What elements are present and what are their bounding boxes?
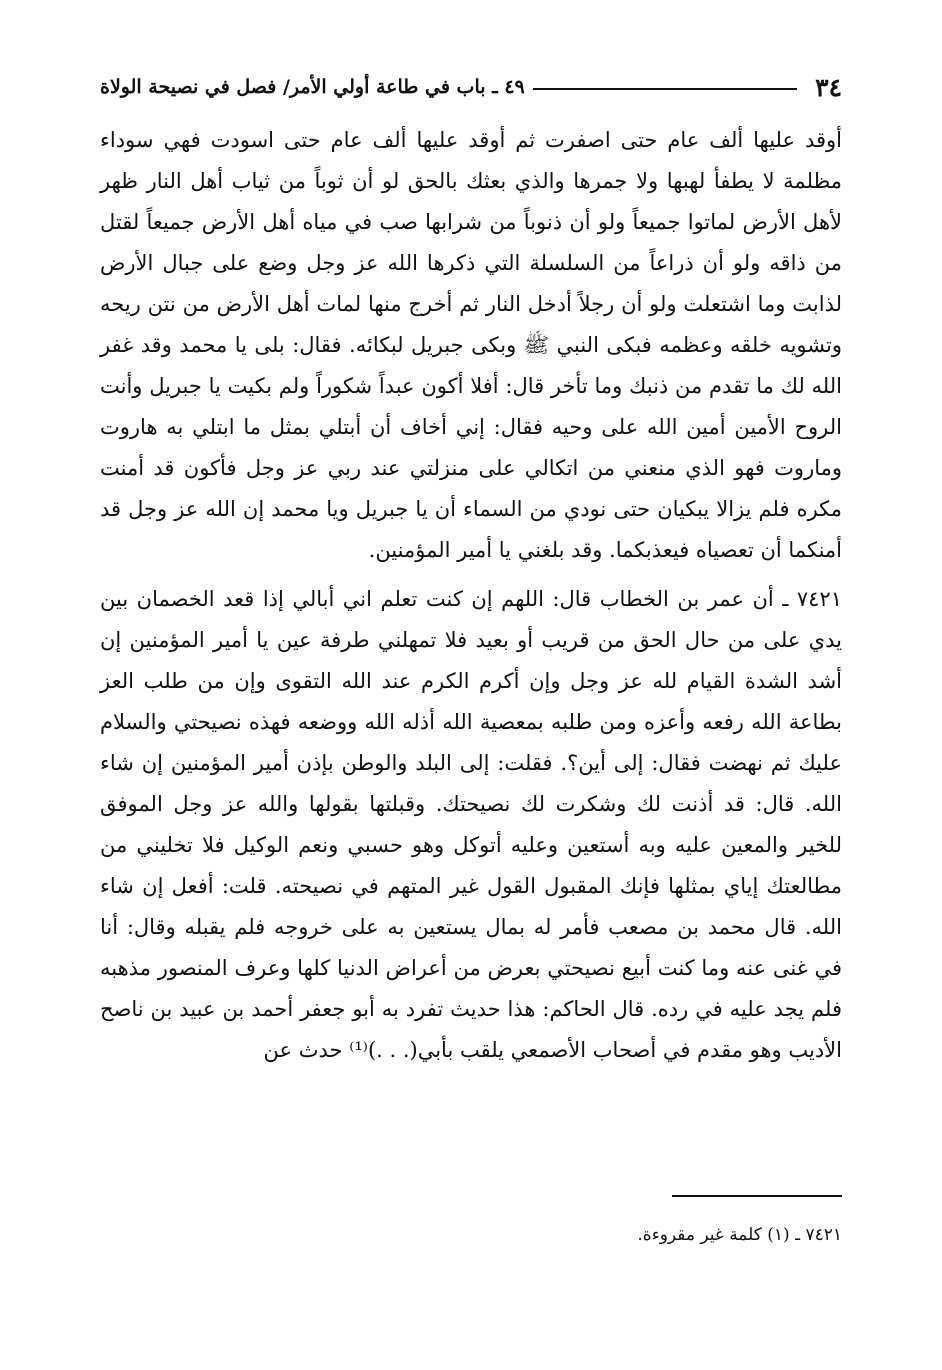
footnote: ٧٤٢١ ـ (١) كلمة غير مقروءة. xyxy=(637,1225,842,1245)
paragraph-7421: ٧٤٢١ ـ أن عمر بن الخطاب قال: اللهم إن كنت تعلم اني أبالي إذا قعد الخصمان بين يدي على من حال الحق من قريب أو بعيد فلا تمهلني طرفة عين يا أمير المؤمنين إن أشد الشدة القيام لله عز وجل وإن أكرم الكرم عند الله التقوى وإن من طلب العز بطاعة الله رفعه وأعزه ومن طلبه بمعصية الله أذله الله ووضعه فهذه نصيحتي والسلام عليك ثم نهضت فقال: إلى أين؟. فقلت: إلى البلد والوطن بإذن أمير المؤمنين إن شاء الله. قال: قد أذنت لك وشكرت لك نصيحتك. وقبلتها بقولها والله عز وجل الموفق للخير والمعين عليه وبه أستعين وعليه أتوكل وهو حسبي ونعم الوكيل فلا تخليني من مطالعتك إياي بمثلها فإنك المقبول القول غير المتهم في نصيحته. قلت: أفعل إن شاء الله. قال محمد بن مصعب فأمر له بمال يستعين به على خروجه فلم يقبله وقال: أنا في غنى عنه وما كنت أبيع نصيحتي بعرض من أعراض الدنيا كلها وعرف المنصور مذهبه فلم يجد عليه في رده. قال الحاكم: هذا حديث تفرد به أبو جعفر أحمد بن عبيد بن ناصح الأديب وهو مقدم في أصحاب الأصمعي يلقب بأبي(. . .)⁽¹⁾ حدث عن xyxy=(100,587,843,1062)
footnote-rule xyxy=(672,1195,842,1197)
running-title: ٤٩ ـ باب في طاعة أولي الأمر/ فصل في نصيحة الولاة xyxy=(100,76,525,98)
header-rule xyxy=(533,88,797,90)
main-text xyxy=(100,120,842,1071)
paragraph-continuation: أوقد عليها ألف عام حتى اصفرت ثم أوقد عليها ألف عام حتى اسودت فهي سوداء مظلمة لا يطفأ لهبها ولا جمرها والذي بعثك بالحق لو أن ثوباً من ثياب أهل النار ظهر لأهل الأرض لماتوا جميعاً ولو أن ذنوباً من شرابها صب في مياه أهل الأرض جميعاً لقتل من ذاقه ولو أن ذراعاً من السلسلة التي ذكرها الله عز وجل وضع على جبال الأرض لذابت وما اشتعلت ولو أن رجلاً أدخل النار ثم أخرج منها لمات أهل الأرض من نتن ريحه وتشويه خلقه وعظمه فبكى النبي ﷺ وبكى جبريل لبكائه. فقال: بلى يا محمد وقد غفر الله لك ما تقدم من ذنبك وما تأخر قال: أفلا أكون عبداً شكوراً ولم بكيت يا جبريل وأنت الروح الأمين أمين الله على وحيه فقال: إني أخاف أن أبتلي بمثل ما ابتلي به هاروت وماروت فهو الذي منعني من اتكالي على منزلتي عند ربي عز وجل فأكون قد أمنت مكره فلم يزالا يبكيان حتى نودي من السماء أن يا جبريل ويا محمد إن الله عز وجل قد أمنكما أن تعصياه فيعذبكما. وقد بلغني يا أمير المؤمنين. xyxy=(100,128,842,562)
page-number: ٣٤ xyxy=(815,72,842,102)
page-header xyxy=(100,70,842,104)
